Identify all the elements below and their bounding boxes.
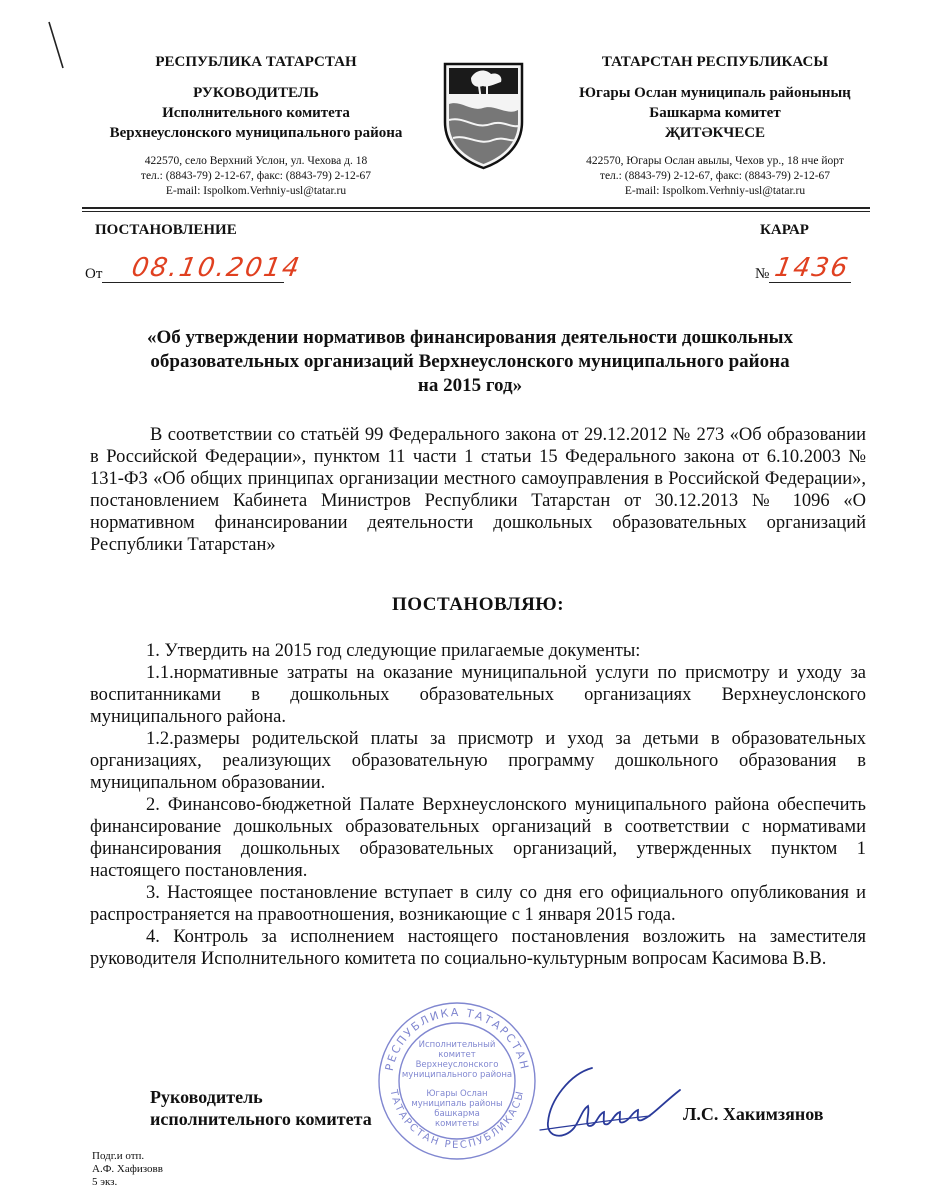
header-right-email: E-mail: Ispolkom.Verhniy-usl@tatar.ru [624, 185, 806, 197]
header-left-position: РУКОВОДИТЕЛЬ [193, 85, 319, 101]
stamp-line: башкарма [434, 1109, 480, 1119]
signatory-name: Л.С. Хакимзянов [683, 1104, 824, 1124]
header-right-position: ҖИТӘКЧЕСЕ [664, 125, 766, 141]
footnote-line: 5 экз. [92, 1176, 118, 1188]
header-left-org2: Верхнеуслонского муниципального района [109, 125, 403, 141]
document-title [100, 326, 840, 398]
signatory-role-line-2: исполнительного комитета [150, 1109, 372, 1129]
stamp-ring-top: РЕСПУБЛИКА ТАТАРСТАН [382, 1005, 532, 1073]
signatory-role-line-1: Руководитель [150, 1087, 263, 1107]
decree-item: 1. Утвердить на 2015 год следующие прилагаемые документы: [146, 641, 641, 661]
doc-type-tt: КАРАР [760, 222, 809, 238]
date-handwritten: 08.10.2014 [129, 253, 304, 283]
stamp-ring-bottom: ТАТАРСТАН РЕСПУБЛИКАСЫ [387, 1088, 527, 1152]
stamp-line: Верхнеуслонского [415, 1060, 499, 1070]
number-handwritten: 1436 [772, 253, 853, 283]
header-right-address: 422570, Югары Ослан авылы, Чехов ур., 18 нче йорт [586, 155, 844, 167]
signatory-role [150, 1086, 372, 1130]
header-right [540, 52, 890, 199]
header-right-country: ТАТАРСТАН РЕСПУБЛИКАСЫ [601, 54, 829, 70]
pen-stroke-mark [46, 20, 66, 70]
header-left-country: РЕСПУБЛИКА ТАТАРСТАН [155, 54, 357, 70]
number-label: № [755, 266, 770, 282]
preamble-paragraph: В соответствии со статьёй 99 Федерального закона от 29.12.2012 № 273 «Об образовании в Российской Федерации», пунктом 11 части 1 статьи 15 Федерального закона от 6.10.2003 № 131-ФЗ «Об общих принципах организации местного самоуправления в Российской Федерации», постановлением Кабинета Министров Республики Татарстан от 30.12.2013 № 1096 «О нормативном финансировании деятельности дошкольных образовательных организаций Республики Татарстан» [90, 425, 866, 555]
doc-type-ru: ПОСТАНОВЛЕНИЕ [95, 222, 237, 238]
header-right-org1: Югары Ослан муниципаль районының [579, 85, 851, 101]
title-line-1: «Об утверждении нормативов финансирования деятельности дошкольных [147, 327, 793, 348]
header-left-phone: тел.: (8843-79) 2-12-67, факс: (8843-79) 2-12-67 [140, 170, 372, 182]
header-divider-thin [82, 211, 870, 212]
decree-items [90, 640, 866, 970]
decree-item: 1.2.размеры родительской платы за присмотр и уход за детьми в образовательных организациях, реализующих образовательную программу дошкольного образования в муниципальном образовании. [90, 729, 866, 793]
official-seal-stamp [376, 1000, 538, 1162]
decree-item: 1.1.нормативные затраты на оказание муниципальной услуги по присмотру и уходу за воспитанниками в дошкольных образовательных организациях Верхнеуслонского муниципального района. [90, 663, 866, 727]
handwritten-signature [530, 1060, 690, 1150]
stamp-line: муниципального района [401, 1070, 513, 1080]
number-underline [769, 253, 853, 283]
header-right-org2: Башкарма комитет [649, 105, 781, 121]
stamp-line: комитеты [434, 1119, 480, 1129]
header-divider [82, 207, 870, 209]
header-left-org1: Исполнительного комитета [162, 105, 350, 121]
title-line-3: на 2015 год» [417, 375, 523, 396]
number-line [755, 253, 853, 283]
header-left [80, 52, 432, 199]
footnote-line: Подг.и отп. [92, 1150, 145, 1162]
coat-of-arms-emblem [441, 60, 526, 170]
header-left-address: 422570, село Верхний Услон, ул. Чехова д. 18 [144, 155, 368, 167]
date-line [85, 253, 304, 283]
stamp-line: Исполнительный [418, 1040, 496, 1050]
title-line-2: образовательных организаций Верхнеуслонского муниципального района [150, 351, 790, 372]
decree-heading: ПОСТАНОВЛЯЮ: [391, 594, 565, 615]
stamp-line: Югары Ослан [426, 1089, 488, 1099]
prepared-by-note [92, 1150, 163, 1189]
header-left-email: E-mail: Ispolkom.Verhniy-usl@tatar.ru [165, 185, 347, 197]
stamp-line: муниципаль районы [411, 1099, 503, 1109]
footnote-line: А.Ф. Хафизовв [92, 1163, 163, 1175]
stamp-line: комитет [438, 1050, 476, 1060]
header-right-phone: тел.: (8843-79) 2-12-67, факс: (8843-79) 2-12-67 [599, 170, 831, 182]
decree-item: 4. Контроль за исполнением настоящего постановления возложить на заместителя руководителя Исполнительного комитета по социально-культурным вопросам Касимова В.В. [90, 927, 866, 969]
date-underline [102, 253, 304, 283]
decree-item: 2. Финансово-бюджетной Палате Верхнеуслонского муниципального района обеспечить финансирование дошкольных образовательных организаций в соответствии с нормативами финансирования дошкольных образовательных организаций, утвержденных пунктом 1 настоящего постановления. [90, 795, 866, 881]
decree-item: 3. Настоящее постановление вступает в силу со дня его официального опубликования и распространяется на правоотношения, возникающие с 1 января 2015 года. [90, 883, 866, 925]
date-label: От [85, 266, 103, 282]
